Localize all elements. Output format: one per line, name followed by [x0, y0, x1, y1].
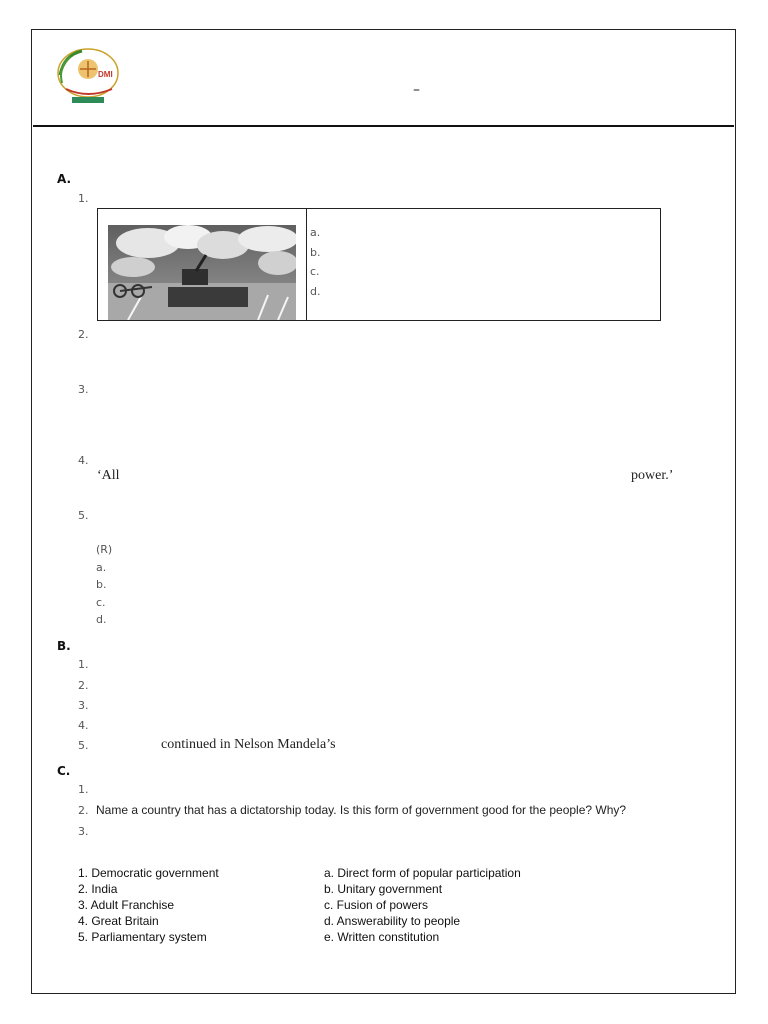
school-logo: [52, 45, 124, 107]
section-b-heading: B.: [57, 639, 71, 653]
header-dash: –: [413, 82, 420, 98]
section-c-q3-number: 3.: [78, 825, 89, 838]
section-a-q5-number: 5.: [78, 509, 89, 522]
section-a-q3-number: 3.: [78, 383, 89, 396]
q1-option-d: d.: [310, 285, 321, 298]
question-1-divider: [306, 209, 307, 320]
match-right-c: c. Fusion of powers: [324, 898, 429, 912]
section-a-q1-number: 1.: [78, 192, 89, 205]
section-b-q4-number: 4.: [78, 719, 89, 732]
q4-quote-start: ‘All: [97, 468, 120, 483]
q5-option-b: b.: [96, 578, 107, 591]
section-c-q2-text: Name a country that has a dictatorship today. Is this form of government good for the people? Why?: [96, 803, 627, 817]
page-border: [31, 29, 736, 994]
header-rule: [33, 125, 734, 127]
q1-option-a: a.: [310, 226, 321, 239]
match-left-2: 2. India: [78, 882, 118, 896]
artillery-photo: [108, 225, 296, 320]
section-c-heading: C.: [57, 764, 71, 778]
match-right-d: d. Answerability to people: [324, 914, 461, 928]
svg-text:DMI: DMI: [98, 70, 113, 79]
q5-option-a: a.: [96, 561, 107, 574]
match-left-1: 1. Democratic government: [78, 866, 219, 880]
section-a-q4-number: 4.: [78, 454, 89, 467]
match-right-e: e. Written constitution: [324, 930, 440, 944]
q1-option-c: c.: [310, 265, 320, 278]
q5-option-c: c.: [96, 596, 106, 609]
q1-option-b: b.: [310, 246, 321, 259]
section-b-q3-number: 3.: [78, 699, 89, 712]
q4-quote-end: power.’: [631, 468, 674, 483]
match-left-4: 4. Great Britain: [78, 914, 159, 928]
match-right-b: b. Unitary government: [324, 882, 443, 896]
section-b-q5-text: continued in Nelson Mandela’s: [161, 737, 336, 752]
q5-option-d: d.: [96, 613, 107, 626]
match-left-5: 5. Parliamentary system: [78, 930, 207, 944]
section-a-q2-number: 2.: [78, 328, 89, 341]
section-b-q1-number: 1.: [78, 658, 89, 671]
question-1-box: [97, 208, 661, 321]
section-a-heading: A.: [57, 172, 72, 186]
section-c-q1-number: 1.: [78, 783, 89, 796]
match-left-3: 3. Adult Franchise: [78, 898, 175, 912]
match-right-a: a. Direct form of popular participation: [324, 866, 521, 880]
section-b-q2-number: 2.: [78, 679, 89, 692]
section-b-q5-number: 5.: [78, 739, 89, 752]
section-c-q2-number: 2.: [78, 804, 89, 817]
q5-marker: (R): [96, 543, 113, 556]
